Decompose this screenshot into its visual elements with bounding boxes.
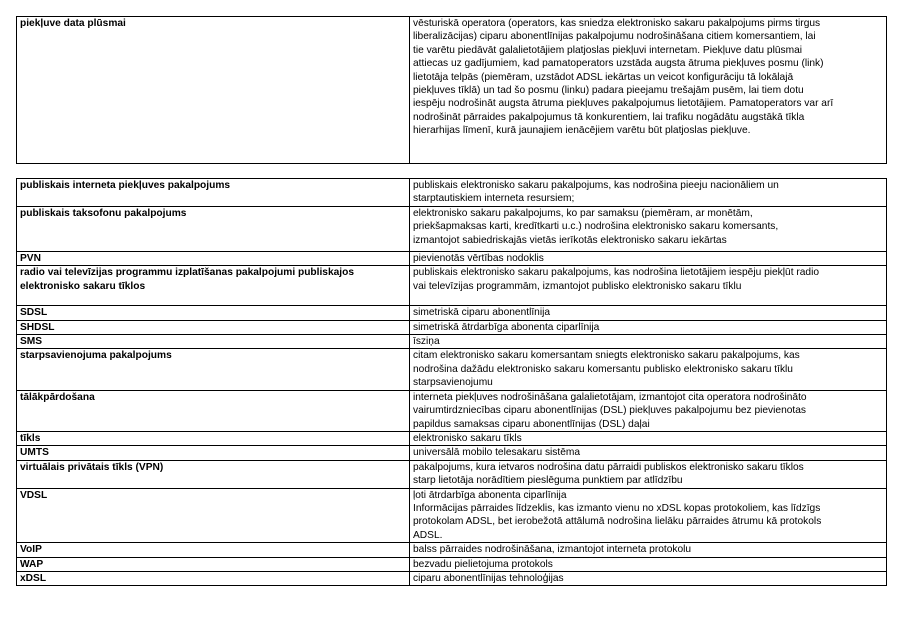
definition-cell <box>410 488 887 543</box>
definition-line: balss pārraides nodrošināšana, izmantojot interneta protokolu <box>413 544 692 556</box>
table-row <box>17 488 887 543</box>
table-row <box>17 179 887 207</box>
definition-line: attiecas uz gadījumiem, kad pamatoperators uzstāda augsta ātruma piekļuves posmu (link) <box>413 58 824 70</box>
term-text: virtuālais privātais tīkls (VPN) <box>20 461 164 473</box>
term-text: tīkls <box>20 432 41 444</box>
definition-line: izmantojot sabiedriskajās vietās ierīkotās elektronisko sakaru iekārtas <box>413 234 727 246</box>
definition-cell <box>410 17 887 164</box>
definition-cell <box>410 571 887 585</box>
definition-cell <box>410 446 887 460</box>
glossary-table-top <box>16 16 887 164</box>
definition-line: starptautiskiem interneta resursiem; <box>413 193 575 205</box>
definition-cell <box>410 206 887 251</box>
table-row <box>17 460 887 488</box>
definition-line: hierarhijas līmenī, kurā jaunajiem ienācējiem varētu būt platjoslas piekļuve. <box>413 125 751 137</box>
definition-line: citam elektronisko sakaru komersantam sniegts elektronisko sakaru pakalpojums, kas <box>413 350 800 362</box>
term-text: SDSL <box>20 307 48 319</box>
definition-line: īsziņa <box>413 336 440 348</box>
table-row <box>17 252 887 266</box>
term-cell <box>17 390 410 431</box>
term-text: elektronisko sakaru tīklos <box>20 280 146 292</box>
term-text: piekļuve data plūsmai <box>20 18 126 29</box>
term-cell <box>17 17 410 164</box>
definition-line: Informācijas pārraides līdzeklis, kas izmanto vienu no xDSL kopas protokoliem, kas līdzīgs <box>413 502 821 514</box>
definition-line: pievienotās vērtības nodoklis <box>413 253 544 265</box>
term-cell <box>17 306 410 320</box>
term-cell <box>17 266 410 306</box>
term-cell <box>17 431 410 445</box>
term-cell <box>17 179 410 207</box>
definition-line: ciparu abonentlīnijas tehnoloģijas <box>413 572 564 584</box>
definition-line: bezvadu pielietojuma protokols <box>413 558 553 570</box>
definition-cell <box>410 266 887 306</box>
definition-line: pakalpojums, kura ietvaros nodrošina datu pārraidi publiskos elektronisko sakaru tīklos <box>413 461 804 473</box>
definition-line: iespēju nodrošināt augsta ātruma piekļuves pakalpojumus lietotājiem. Pamatoperators var arī <box>413 98 834 110</box>
definition-line: elektronisko sakaru tīkls <box>413 432 522 444</box>
definition-cell <box>410 557 887 571</box>
definition-line: nodrošina dažādu elektronisko sakaru komersantu publisko elektronisko sakaru tīklu <box>413 363 793 375</box>
definition-line: simetriskā ātrdarbīga abonenta ciparlīnija <box>413 321 600 333</box>
table-row <box>17 543 887 557</box>
definition-line: starpsavienojumu <box>413 377 493 389</box>
table-row <box>17 557 887 571</box>
term-text: SMS <box>20 336 43 348</box>
term-cell <box>17 349 410 390</box>
table-row <box>17 571 887 585</box>
term-cell <box>17 320 410 334</box>
term-text: starpsavienojuma pakalpojums <box>20 350 172 362</box>
definition-cell <box>410 390 887 431</box>
definition-line: universālā mobilo telesakaru sistēma <box>413 447 581 459</box>
term-text: publiskais interneta piekļuves pakalpojums <box>20 180 231 191</box>
table-row <box>17 206 887 251</box>
definition-cell <box>410 335 887 349</box>
definition-line: interneta piekļuves nodrošināšana galalietotājam, izmantojot cita operatora nodrošināto <box>413 391 807 403</box>
term-text: SHDSL <box>20 321 55 333</box>
term-cell <box>17 557 410 571</box>
term-text: radio vai televīzijas programmu izplatīšanas pakalpojumi publiskajos <box>20 267 355 279</box>
table-row <box>17 431 887 445</box>
definition-line: tie varētu piedāvāt galalietotājiem platjoslas piekļuvi internetam. Piekļuve datu plūsmai <box>413 44 803 56</box>
definition-line: simetriskā ciparu abonentlīnija <box>413 307 551 319</box>
table-row <box>17 320 887 334</box>
definition-cell <box>410 252 887 266</box>
table-row <box>17 349 887 390</box>
definition-cell <box>410 460 887 488</box>
definition-line: elektronisko sakaru pakalpojums, ko par samaksu (piemēram, ar monētām, <box>413 207 753 219</box>
definition-cell <box>410 431 887 445</box>
definition-line: publiskais elektronisko sakaru pakalpojums, kas nodrošina pieeju nacionāliem un <box>413 180 779 191</box>
term-text: VDSL <box>20 489 48 501</box>
table-row <box>17 446 887 460</box>
definition-line: liberalizācijas) ciparu abonentlīnijas pakalpojumu nodrošināšana citiem komersantiem, lai <box>413 31 816 43</box>
term-cell <box>17 252 410 266</box>
table-row <box>17 266 887 306</box>
definition-line: nodrošināt pārraides pakalpojumus tā konkurentiem, lai trafiku nogādātu augstākā tīkla <box>413 111 805 123</box>
definition-line: papildus samaksas ciparu abonentlīnijas (DSL) daļai <box>413 418 650 430</box>
term-text: PVN <box>20 253 41 265</box>
table-row <box>17 17 887 164</box>
term-text: xDSL <box>20 572 47 584</box>
term-cell <box>17 460 410 488</box>
definition-cell <box>410 306 887 320</box>
term-text: UMTS <box>20 447 49 459</box>
table-row <box>17 306 887 320</box>
term-text: publiskais taksofonu pakalpojums <box>20 207 187 219</box>
term-cell <box>17 335 410 349</box>
table-row <box>17 390 887 431</box>
term-text: WAP <box>20 558 44 570</box>
definition-line: publiskais elektronisko sakaru pakalpojums, kas nodrošina lietotājiem iespēju piekļūt radio <box>413 267 820 279</box>
definition-line: lietotāja telpās (piemēram, uzstādot ADSL iekārtas un veicot konfigurāciju tā lokālajā <box>413 71 794 83</box>
term-cell <box>17 206 410 251</box>
table-row <box>17 335 887 349</box>
definition-cell <box>410 543 887 557</box>
definition-line: vairumtirdzniecības ciparu abonentlīnijas (DSL) piekļuves pakalpojumu bez pievienotas <box>413 405 806 417</box>
term-text: tālākpārdošana <box>20 391 95 403</box>
term-cell <box>17 488 410 543</box>
definition-cell <box>410 179 887 207</box>
definition-line: vai televīzijas programmām, izmantojot publisko elektronisko sakaru tīklu <box>413 280 742 292</box>
definition-line: ADSL. <box>413 529 443 541</box>
definition-line: ļoti ātrdarbīga abonenta ciparlīnija <box>413 489 567 501</box>
glossary-table-bottom <box>16 178 887 586</box>
definition-line: vēsturiskā operatora (operators, kas sniedza elektronisko sakaru pakalpojums pirms tirgus <box>413 18 821 29</box>
definition-line: starp lietotāja norādītiem pieslēguma punktiem par atlīdzību <box>413 475 683 487</box>
term-text: VoIP <box>20 544 42 556</box>
term-cell <box>17 543 410 557</box>
definition-line: priekšapmaksas karti, kredītkarti u.c.) nodrošina elektronisko sakaru komersants, <box>413 221 779 233</box>
term-cell <box>17 446 410 460</box>
definition-cell <box>410 349 887 390</box>
term-cell <box>17 571 410 585</box>
definition-line: protokolam ADSL, bet ierobežotā attālumā nodrošina lielāku pārraides ātrumu kā protokols <box>413 516 822 528</box>
definition-line: piekļuves tīklā) un tad šo posmu (linku) padara pieejamu trešajām pusēm, lai tiem dotu <box>413 85 804 97</box>
definition-cell <box>410 320 887 334</box>
